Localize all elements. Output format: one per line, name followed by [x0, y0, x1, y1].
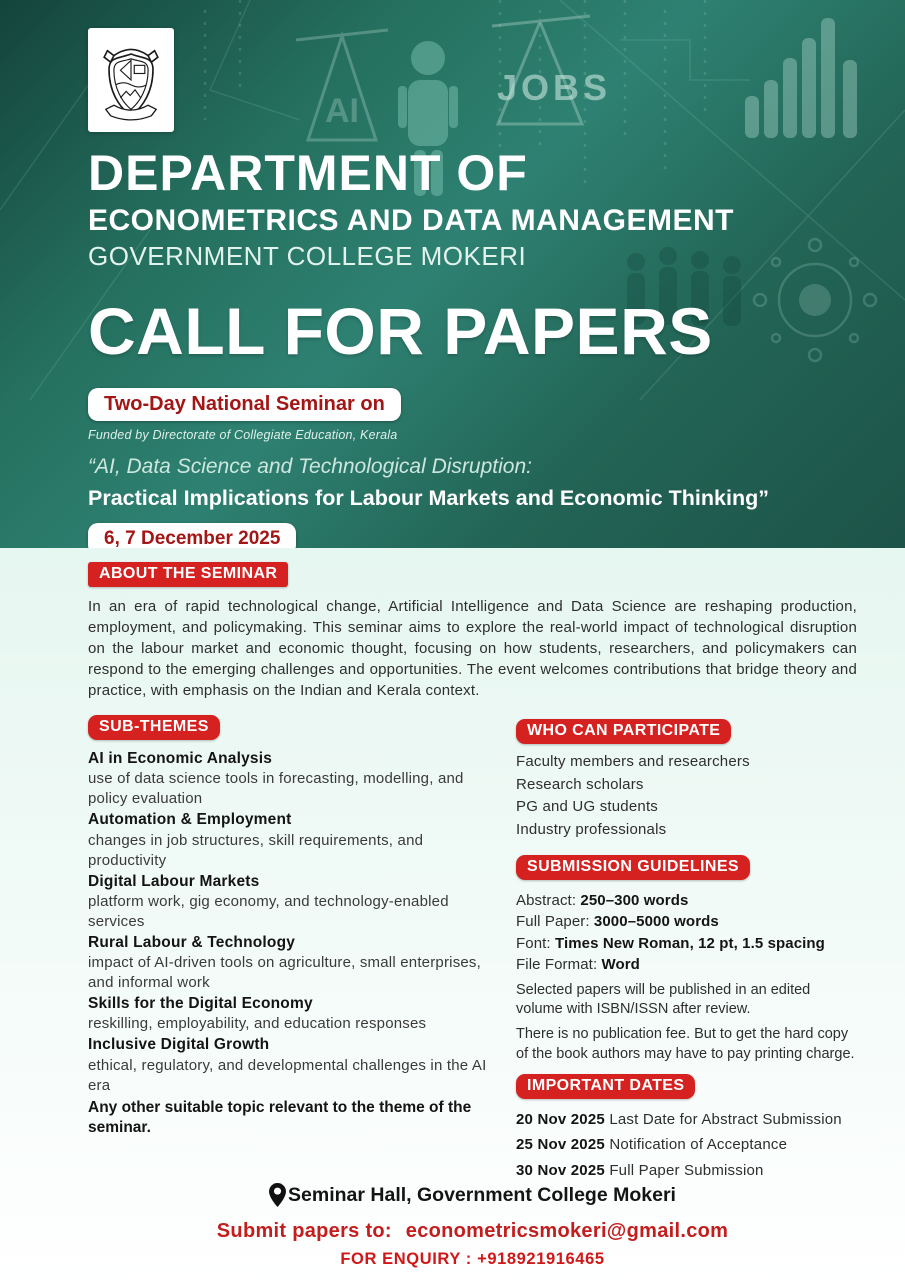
- participate-item: Research scholars: [516, 775, 644, 793]
- seminar-title-line1: “AI, Data Science and Technological Disruption:: [88, 454, 532, 478]
- sub-theme-desc: impact of AI-driven tools on agriculture, small enterprises, and informal work: [88, 954, 481, 992]
- important-date-row: [516, 1132, 857, 1158]
- participate-heading-badge: WHO CAN PARTICIPATE: [516, 719, 731, 744]
- department-title-line1: DEPARTMENT OF: [88, 145, 528, 201]
- seminar-type-badge: Two-Day National Seminar on: [88, 388, 401, 421]
- sub-theme-title: Digital Labour Markets: [88, 872, 260, 890]
- date-value: 30 Nov 2025: [516, 1161, 605, 1179]
- funded-by-line: Funded by Directorate of Collegiate Education, Kerala: [88, 427, 398, 442]
- important-dates-heading-badge: IMPORTANT DATES: [516, 1074, 695, 1099]
- about-paragraph: In an era of rapid technological change, Artificial Intelligence and Data Science are reshaping production, employment, and policymaking. This seminar aims to explore the real-world impact of technological disruption on the labour market and economic thought, focusing on how students, researchers, and policymakers can respond to the emerging challenges and opportunities. The event welcomes contributions that bridge theory and practice, with emphasis on the Indian and Kerala context.: [88, 598, 857, 699]
- submit-label: Submit papers to:: [216, 1220, 392, 1243]
- poster-body: [0, 548, 905, 1280]
- sub-theme-desc: use of data science tools in forecasting, modelling, and policy evaluation: [88, 770, 464, 808]
- details-column: [516, 715, 857, 1183]
- sub-theme-item: [88, 932, 496, 993]
- date-value: 20 Nov 2025: [516, 1110, 605, 1128]
- department-title-line2: ECONOMETRICS AND DATA MANAGEMENT: [88, 204, 734, 237]
- sub-theme-item: [88, 993, 496, 1034]
- sub-theme-item: [88, 1034, 496, 1095]
- important-date-row: [516, 1158, 857, 1184]
- sub-themes-heading-badge: SUB-THEMES: [88, 715, 220, 740]
- seminar-title-line2: Practical Implications for Labour Markets and Economic Thinking”: [88, 485, 769, 510]
- publication-note: Selected papers will be published in an edited volume with ISBN/ISSN after review.: [516, 982, 811, 1018]
- venue-text: Seminar Hall, Government College Mokeri: [288, 1183, 676, 1206]
- submission-field-value: 3000–5000 words: [593, 913, 719, 931]
- sub-theme-desc: ethical, regulatory, and developmental challenges in the AI era: [88, 1056, 487, 1094]
- submission-field-value: 250–300 words: [580, 892, 689, 909]
- date-event: Last Date for Abstract Submission: [609, 1110, 842, 1128]
- submission-field-label: Full Paper:: [516, 913, 590, 931]
- submission-heading-badge: SUBMISSION GUIDELINES: [516, 855, 750, 880]
- date-event: Notification of Acceptance: [609, 1136, 788, 1154]
- submission-field: [516, 933, 857, 954]
- poster-header: [0, 0, 905, 548]
- participate-item: Faculty members and researchers: [516, 753, 750, 770]
- sub-theme-desc: changes in job structures, skill requirements, and productivity: [88, 831, 424, 869]
- about-heading-badge: ABOUT THE SEMINAR: [88, 562, 288, 587]
- venue-line: [269, 1183, 676, 1207]
- sub-theme-item: [88, 809, 496, 870]
- fee-note: There is no publication fee. But to get the hard copy of the book authors may have to pay printing charge.: [516, 1026, 855, 1062]
- submission-field-value: Word: [601, 955, 640, 973]
- sub-theme-desc: platform work, gig economy, and technology-enabled services: [88, 892, 449, 930]
- submission-email[interactable]: econometricsmokeri@gmail.com: [405, 1220, 729, 1243]
- poster-footer: [88, 1183, 857, 1280]
- college-name: GOVERNMENT COLLEGE MOKERI: [88, 240, 527, 271]
- sub-theme-title: Skills for the Digital Economy: [88, 995, 313, 1012]
- submission-field-label: Font:: [516, 934, 551, 952]
- sub-theme-title: Rural Labour & Technology: [88, 933, 296, 951]
- sub-theme-title: AI in Economic Analysis: [88, 750, 273, 767]
- submission-field-value: Times New Roman, 12 pt, 1.5 spacing: [554, 934, 825, 952]
- enquiry-line: FOR ENQUIRY : +918921916465: [340, 1250, 605, 1269]
- date-event: Full Paper Submission: [609, 1161, 764, 1179]
- submission-field-label: File Format:: [516, 955, 598, 973]
- sub-theme-item: [88, 748, 496, 809]
- submission-field: [516, 911, 857, 932]
- college-logo: [88, 28, 174, 132]
- participate-item: Industry professionals: [516, 820, 667, 838]
- participate-item: PG and UG students: [516, 798, 659, 815]
- sub-themes-column: [88, 715, 496, 1183]
- important-date-row: [516, 1107, 857, 1133]
- sub-theme-title: Inclusive Digital Growth: [88, 1036, 270, 1054]
- submit-line: [88, 1220, 857, 1243]
- submission-field: [516, 954, 857, 975]
- location-pin-icon: [269, 1183, 286, 1207]
- seminar-dates-badge: 6, 7 December 2025: [88, 523, 296, 549]
- sub-theme-title: Automation & Employment: [88, 811, 292, 829]
- sub-theme-item: [88, 871, 496, 932]
- call-for-papers-title: CALL FOR PAPERS: [88, 293, 713, 368]
- college-crest-icon: [96, 34, 166, 126]
- svg-text:AI: AI: [325, 92, 359, 130]
- jobs-word: JOBS: [497, 67, 612, 108]
- sub-themes-closing: Any other suitable topic relevant to the theme of the seminar.: [88, 1098, 472, 1137]
- sub-theme-desc: reskilling, employability, and education responses: [88, 1015, 427, 1033]
- submission-field-label: Abstract:: [516, 892, 577, 909]
- date-value: 25 Nov 2025: [516, 1136, 605, 1154]
- submission-field: [516, 890, 857, 911]
